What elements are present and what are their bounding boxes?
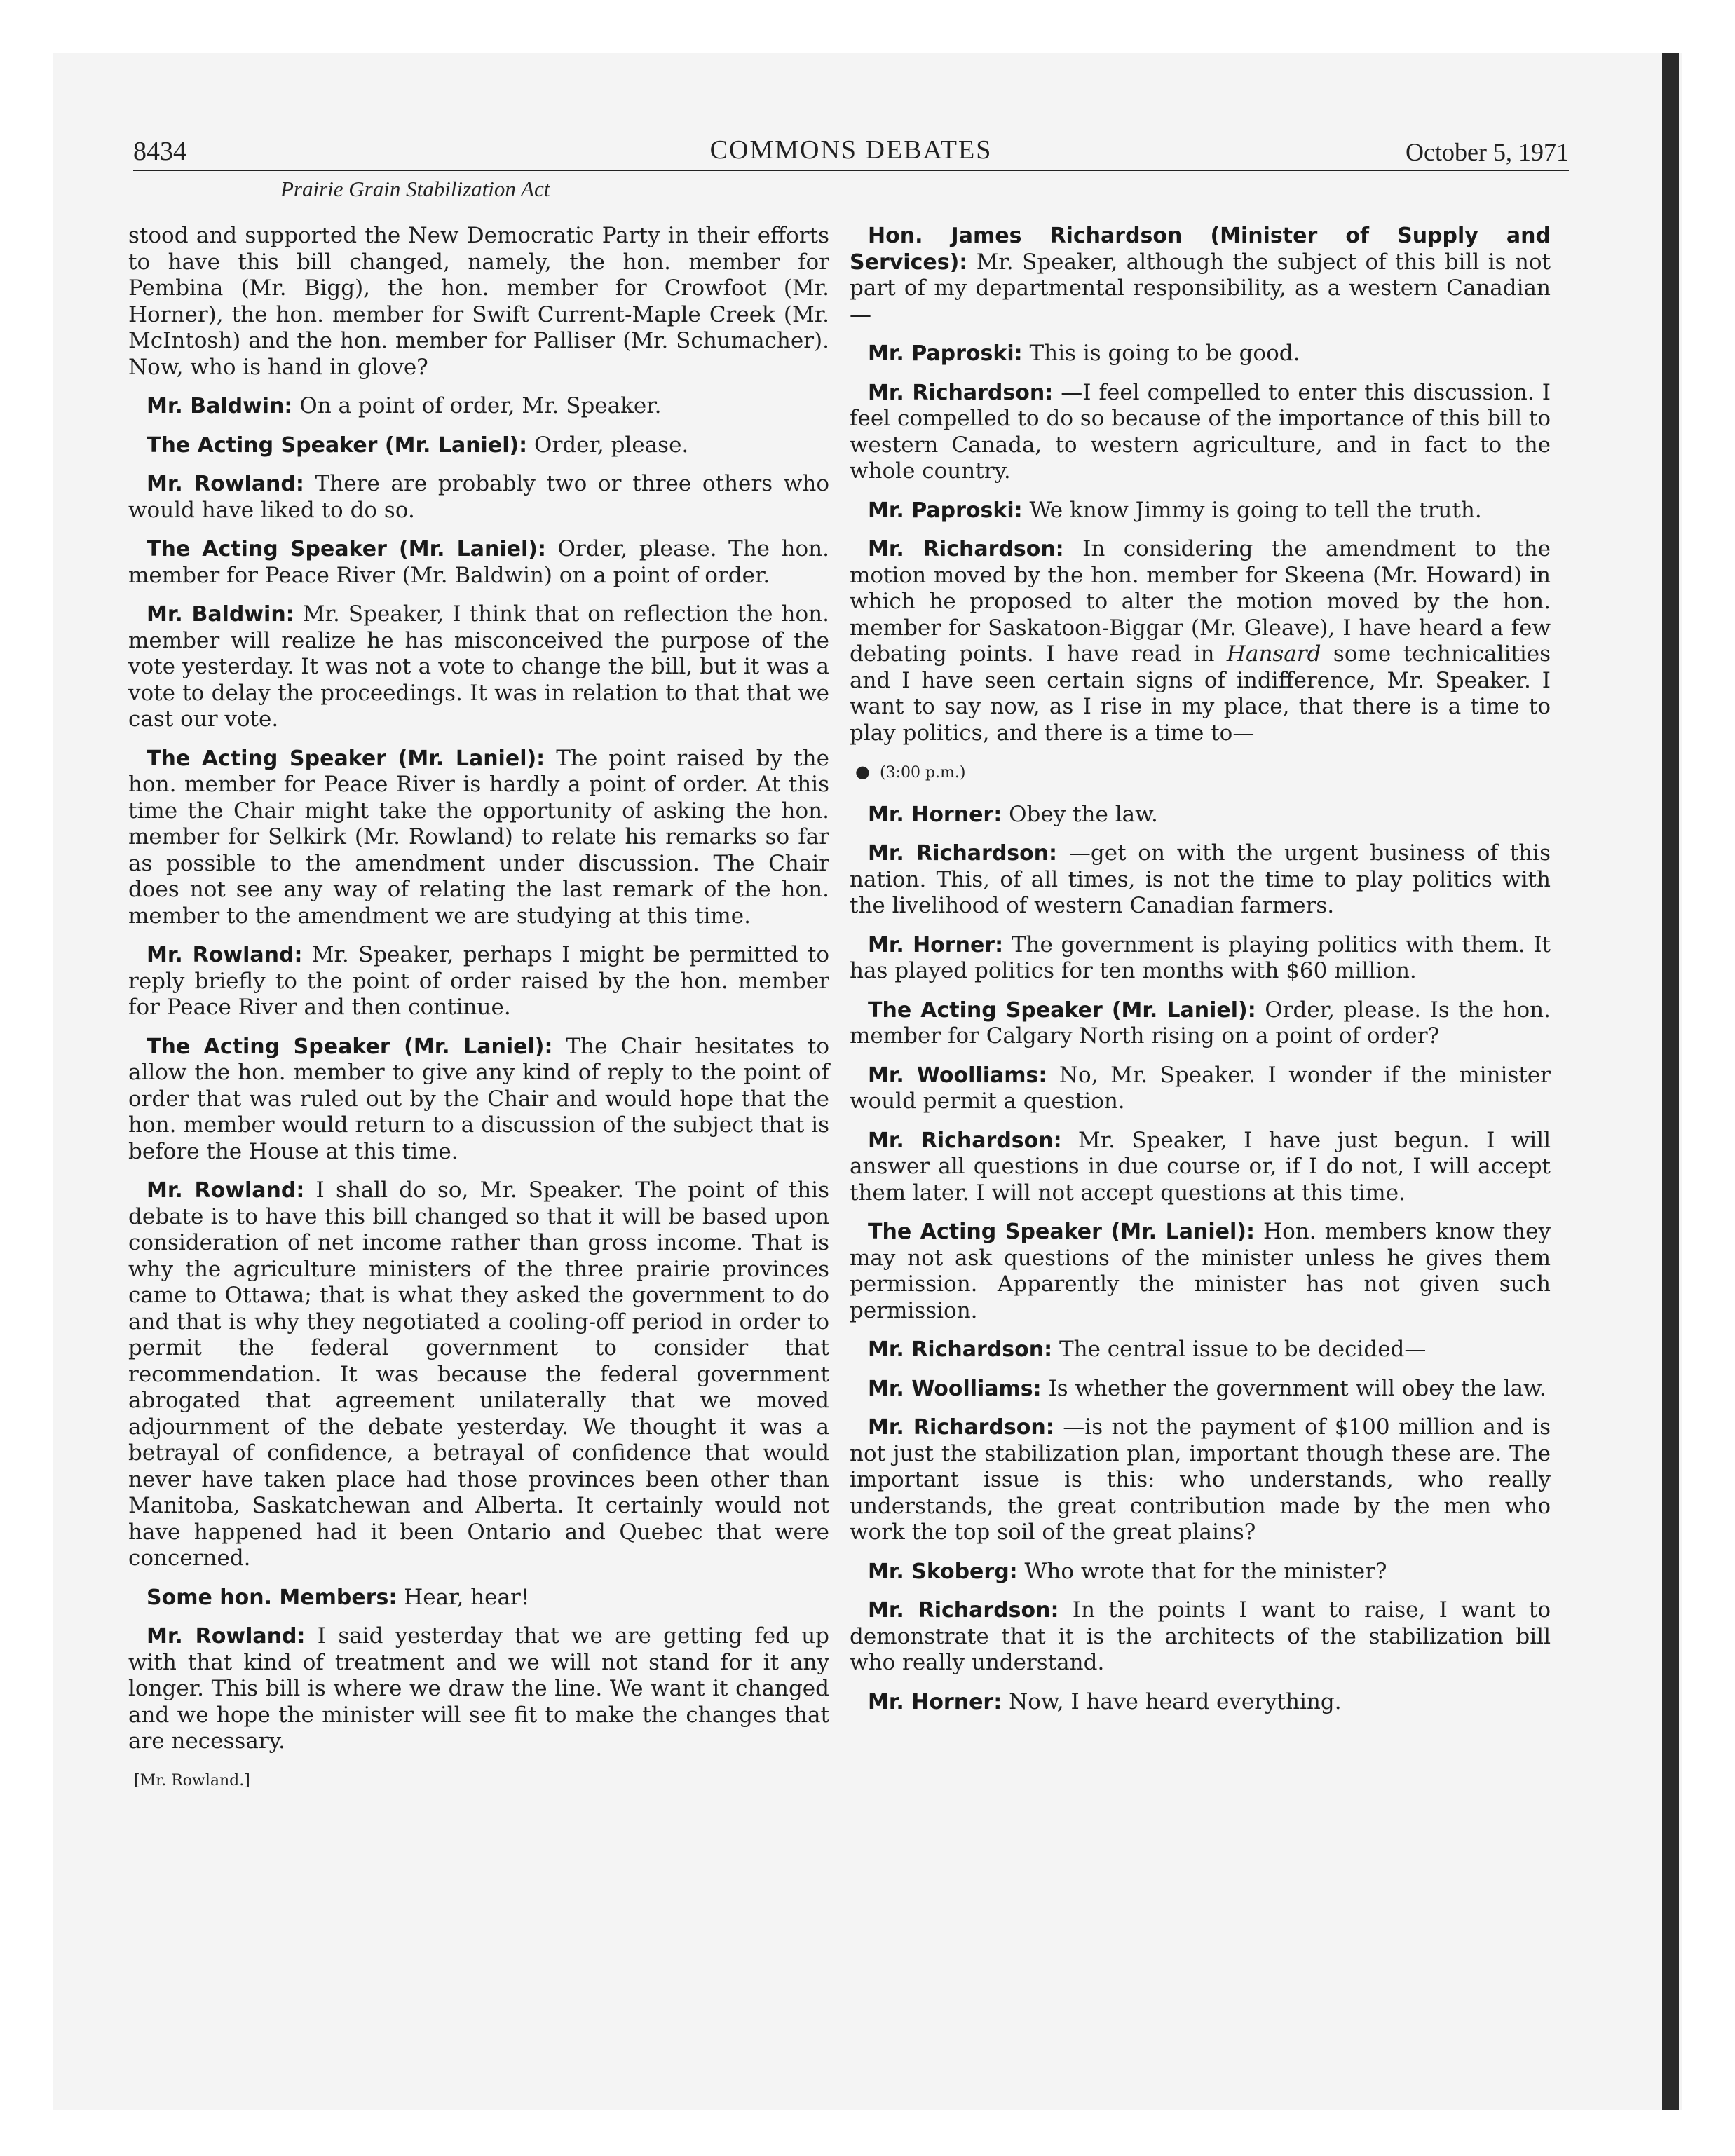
paragraph-text: Hon. members know they may not ask questions of the minister unless he gives them permission. Apparently the minister has not given such permission. — [850, 1219, 1551, 1323]
paragraph — [850, 380, 1551, 485]
speaker-name: The Acting Speaker (Mr. Laniel): — [868, 1220, 1255, 1244]
paragraph — [128, 1178, 829, 1572]
paragraph-text: Now, I have heard everything. — [1009, 1688, 1342, 1714]
paragraph-text: Hear, hear! — [404, 1584, 530, 1610]
speaker-name: Mr. Horner: — [868, 1689, 1002, 1714]
paragraph-text: The point raised by the hon. member for Peace River is hardly a point of order. At this time the Chair might take the opportunity of asking the hon. member for Selkirk (Mr. Rowland) to relate his remarks so far as possible to the amendment under discussion. The Chair does not see any way of relating the last remark of the hon. member to the amendment we are studying at this time. — [128, 745, 829, 929]
paragraph-text: The central issue to be decided— — [1059, 1337, 1427, 1362]
speaker-name: Mr. Baldwin: — [147, 602, 294, 627]
paragraph-text: Mr. Speaker, I think that on reflection the hon. member will realize he has misconceived the purpose of the vote yesterday. It was not a vote to change the bill, but it was a vote to delay the proceedings. It was in relation to that that we cast our vote. — [128, 601, 829, 732]
paragraph — [128, 1623, 829, 1755]
speaker-name: The Acting Speaker (Mr. Laniel): — [147, 432, 528, 458]
paragraph-text: Order, please. The hon. member for Peace River (Mr. Baldwin) on a point of order. — [128, 536, 830, 588]
paragraph — [850, 1063, 1551, 1115]
paragraph — [850, 223, 1551, 328]
paragraph — [128, 471, 829, 524]
speaker-name: Some hon. Members: — [147, 1585, 397, 1610]
paragraph-text: The government is playing politics with them. It has played politics for ten months with $60 million. — [850, 932, 1551, 983]
speaker-name: Mr. Horner: — [868, 802, 1002, 827]
speaker-name: The Acting Speaker (Mr. Laniel): — [147, 746, 545, 771]
paragraph-text: In the points I want to raise, I want to demonstrate that it is the architects of the stabilization bill who really understand. — [850, 1597, 1551, 1675]
speaker-name: Mr. Rowland: — [147, 472, 304, 496]
paragraph-text: stood and supported the New Democratic Party in their efforts to have this bill changed, namely, the hon. member for Pembina (Mr. Bigg), the hon. member for Crowfoot (Mr. Horner), the hon. member for Swift Current-Maple Creek (Mr. McIntosh) and the hon. member for Palliser (Mr. Schumacher). Now, who is hand in glove? — [128, 223, 829, 380]
paragraph-text: I said yesterday that we are getting fed up with that kind of treatment and we will not stand for it any longer. This bill is where we draw the line. We want it changed and we hope the minister will see fit to make the changes that are necessary. — [128, 1623, 830, 1754]
speaker-name: Mr. Rowland: — [147, 1624, 306, 1649]
speaker-name: Mr. Woolliams: — [868, 1063, 1047, 1088]
paragraph-text: Mr. Speaker, perhaps I might be permitted to reply briefly to the point of order raised by the hon. member for Peace River and then continue. — [128, 942, 829, 1020]
speaker-name: Mr. Richardson: — [868, 1128, 1062, 1153]
paragraph — [850, 802, 1551, 828]
paragraph-text: We know Jimmy is going to tell the truth. — [1029, 497, 1482, 523]
paragraph-text: Obey the law. — [1009, 801, 1158, 827]
paragraph-text: Is whether the government will obey the law. — [1048, 1375, 1546, 1401]
paragraph-text: —is not the payment of $100 million and is not just the stabilization plan, important though these are. The important issue is this: who understands, who really understands, the great contribution made by the men who work the top soil of the great plains? — [850, 1414, 1551, 1545]
paragraph — [850, 1689, 1551, 1716]
paragraph-text: I shall do so, Mr. Speaker. The point of this debate is to have this bill changed so that it will be based upon consideration of net income rather than gross income. That is why the agriculture ministers of the three prairie provinces came to Ottawa; that is what they asked the government to do and that is why they negotiated a cooling-off period in order to permit the federal government to consider that recommendation. It was because the federal government abrogated that agreement unilaterally that we moved adjournment of the debate yesterday. We thought it was a betrayal of confidence, a betrayal of confidence that would never have taken place had those provinces been other than Manitoba, Saskatchewan and Alberta. It certainly would not have happened had it been Ontario and Quebec that were concerned. — [128, 1178, 829, 1571]
paragraph — [850, 1219, 1551, 1324]
speaker-name: Mr. Baldwin: — [147, 394, 293, 418]
paragraph — [128, 942, 829, 1021]
paragraph-text: The Chair hesitates to allow the hon. member to give any kind of reply to the point of order that was ruled out by the Chair and would hope that the hon. member would return to a discussion of the subject that is before the House at this time. — [128, 1033, 830, 1164]
paragraph — [128, 393, 829, 420]
speaker-name: Hon. James Richardson (Minister of Supply and Services): — [850, 224, 1551, 275]
paragraph-text: some technicalities and I have seen certain signs of indifference, Mr. Speaker. I want to say now, as I rise in my place, that there is a time to play politics, and there is a time to— — [850, 641, 1551, 746]
speaker-name: Mr. Richardson: — [868, 841, 1058, 866]
speaker-name: Mr. Rowland: — [147, 1178, 305, 1203]
speaker-footnote: [Mr. Rowland.] — [134, 1771, 250, 1789]
paragraph — [850, 1337, 1551, 1363]
speaker-name: Mr. Paproski: — [868, 498, 1023, 523]
speaker-name: Mr. Richardson: — [868, 1337, 1053, 1362]
speaker-name: Mr. Skoberg: — [868, 1559, 1018, 1584]
paragraph-text: There are probably two or three others who would have liked to do so. — [128, 471, 829, 523]
time-stamp: (3:00 p.m.) — [879, 764, 966, 782]
paragraph — [850, 840, 1551, 920]
hansard-italic: Hansard — [1226, 641, 1321, 667]
paragraph-text: Mr. Speaker, although the subject of this bill is not part of my departmental responsibility, as a western Canadian— — [850, 249, 1551, 327]
paragraph — [850, 997, 1551, 1050]
paragraph — [850, 932, 1551, 985]
paragraph-text: Order, please. — [534, 432, 689, 458]
speaker-name: Mr. Richardson: — [868, 537, 1064, 561]
journal-title: COMMONS DEBATES — [709, 135, 993, 165]
paragraph-text: Who wrote that for the minister? — [1024, 1558, 1387, 1584]
speaker-name: Mr. Rowland: — [147, 943, 303, 967]
header-date: October 5, 1971 — [1406, 138, 1569, 166]
paragraph — [128, 1585, 829, 1611]
speaker-name: The Acting Speaker (Mr. Laniel): — [147, 1034, 553, 1059]
paragraph — [850, 1128, 1551, 1207]
page-header — [133, 133, 1569, 171]
paragraph — [850, 498, 1551, 524]
speaker-name: Mr. Richardson: — [868, 380, 1054, 405]
running-subject-title: Prairie Grain Stabilization Act — [280, 177, 550, 201]
paragraph-text: Mr. Speaker, I have just begun. I will answer all questions in due course or, if I do not, I will accept them later. I will not accept questions at this time. — [850, 1127, 1551, 1206]
speaker-name: Mr. Richardson: — [868, 1598, 1059, 1623]
time-marker — [855, 759, 1551, 786]
speaker-name: Mr. Horner: — [868, 932, 1004, 957]
speaker-name: The Acting Speaker (Mr. Laniel): — [147, 537, 546, 561]
speaker-name: Mr. Paproski: — [868, 341, 1023, 366]
paragraph — [850, 1597, 1551, 1677]
paragraph — [850, 341, 1551, 367]
paragraph-text: This is going to be good. — [1029, 341, 1300, 366]
paragraph — [128, 536, 829, 589]
paragraph — [128, 1034, 829, 1166]
paragraph — [128, 746, 829, 930]
left-column — [128, 223, 829, 1794]
bullet-icon: ● — [855, 762, 870, 782]
speaker-name: Mr. Richardson: — [868, 1415, 1054, 1440]
paragraph — [128, 432, 829, 459]
paragraph — [128, 601, 829, 733]
page-number: 8434 — [133, 137, 186, 166]
paragraph-text: No, Mr. Speaker. I wonder if the minister would permit a question. — [850, 1062, 1551, 1114]
paragraph — [128, 223, 829, 381]
scan-edge-bar — [1662, 53, 1679, 2110]
paragraph — [850, 536, 1551, 746]
right-column — [850, 223, 1551, 1728]
speaker-name: The Acting Speaker (Mr. Laniel): — [868, 997, 1256, 1023]
paragraph — [850, 1414, 1551, 1546]
paragraph-text: Order, please. Is the hon. member for Calgary North rising on a point of order? — [850, 997, 1551, 1049]
paragraph-text: —I feel compelled to enter this discussion. I feel compelled to do so because of the importance of this bill to western Canada, to western agriculture, and in fact to the whole country. — [850, 379, 1551, 484]
paragraph-text: On a point of order, Mr. Speaker. — [299, 393, 662, 418]
speaker-name: Mr. Woolliams: — [868, 1376, 1042, 1401]
paragraph-text: In considering the amendment to the motion moved by the hon. member for Skeena (Mr. Howard) in which he proposed to alter the motion moved by the hon. member for Saskatoon-Biggar (Mr. Gleave), I have heard a few debating points. I have read in — [850, 536, 1551, 667]
paragraph — [850, 1559, 1551, 1585]
paragraph-text: —get on with the urgent business of this nation. This, of all times, is not the time to play politics with the livelihood of western Canadian farmers. — [850, 840, 1551, 918]
paragraph — [850, 1376, 1551, 1403]
